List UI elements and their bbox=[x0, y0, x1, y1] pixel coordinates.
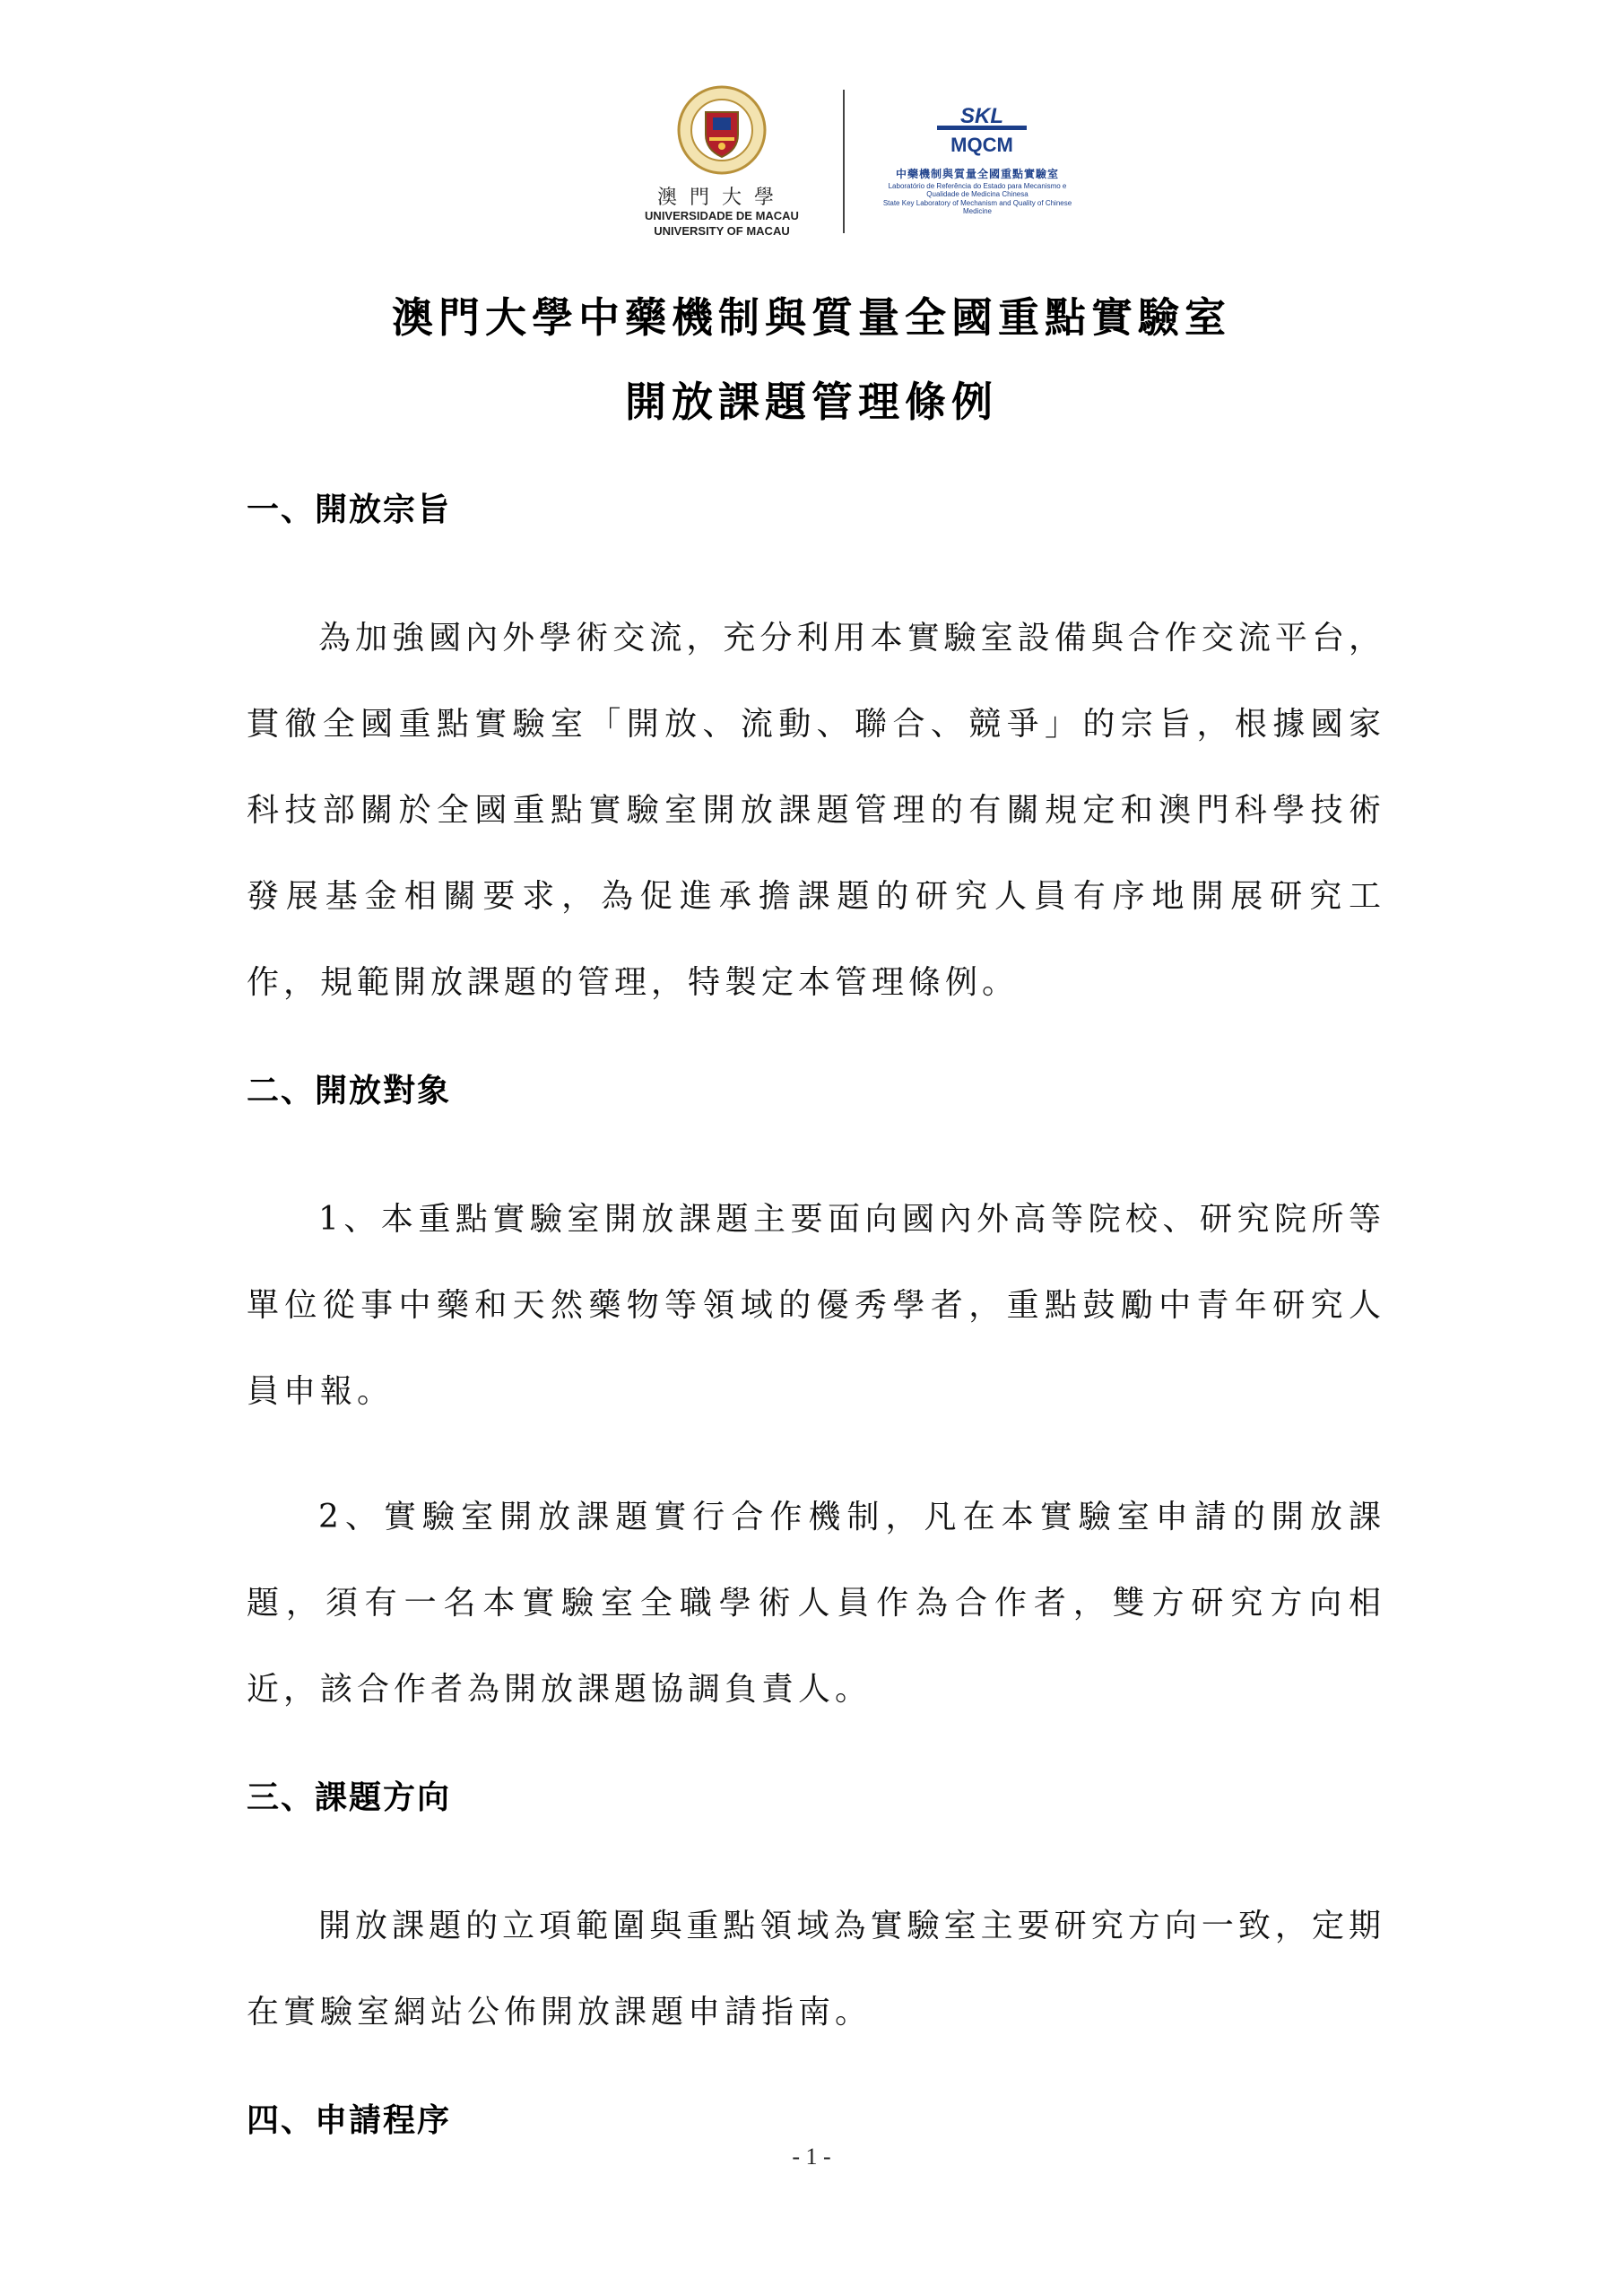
lab-name-en: State Key Laboratory of Mechanism and Quality of Chinese Medicine bbox=[882, 199, 1072, 215]
section-heading: 二、開放對象 bbox=[247, 1072, 452, 1109]
lab-logo bbox=[874, 103, 1081, 220]
section-paragraph: 為加強國內外學術交流，充分利用本實驗室設備與合作交流平台，貫徹全國重點實驗室「開放、流動、聯合、競爭」的宗旨，根據國家科技部關於全國重點實驗室開放課題管理的有關規定和澳門科學技術發展基金相關要求，為促進承擔課題的研究人員有序地開展研究工作，規範開放課題的管理，特製定本管理條例。 bbox=[247, 620, 1385, 1001]
university-name-en: UNIVERSITY OF MACAU bbox=[654, 224, 790, 238]
logo-divider bbox=[843, 90, 845, 233]
lab-name-pt: Laboratório de Referência do Estado para Mecanismo e Qualidade de Medicina Chinesa bbox=[888, 182, 1067, 198]
lab-name-cn: 中藥機制與質量全國重點實驗室 bbox=[895, 168, 1059, 180]
lab-mark-bottom: MQCM bbox=[950, 134, 1013, 156]
lab-mark-top: SKL bbox=[960, 104, 1003, 128]
university-name-pt: UNIVERSIDADE DE MACAU bbox=[645, 209, 799, 222]
section-heading: 三、課題方向 bbox=[247, 1779, 452, 1816]
document-subtitle: 開放課題管理條例 bbox=[625, 378, 998, 426]
section-paragraph: 開放課題的立項範圍與重點領域為實驗室主要研究方向一致，定期在實驗室網站公佈開放課題申請指南。 bbox=[247, 1908, 1385, 2031]
header-logos bbox=[0, 85, 1623, 247]
skl-mqcm-mark-icon bbox=[937, 103, 1027, 157]
section-heading: 四、申請程序 bbox=[247, 2101, 452, 2139]
document-body bbox=[247, 484, 1385, 2149]
university-crest-icon bbox=[677, 85, 767, 175]
university-name-cn: 澳門大學 bbox=[656, 187, 786, 209]
document-title: 澳門大學中藥機制與質量全國重點實驗室 bbox=[392, 293, 1231, 342]
section-paragraph: 2、實驗室開放課題實行合作機制，凡在本實驗室申請的開放課題，須有一名本實驗室全職學術人員作為合作者，雙方研究方向相近，該合作者為開放課題協調負責人。 bbox=[247, 1499, 1385, 1708]
university-of-macau-logo bbox=[628, 85, 816, 242]
section-paragraph: 1、本重點實驗室開放課題主要面向國內外高等院校、研究院所等單位從事中藥和天然藥物等領域的優秀學者，重點鼓勵中青年研究人員申報。 bbox=[247, 1201, 1385, 1410]
page-number: - 1 - bbox=[792, 2144, 831, 2170]
section-heading: 一、開放宗旨 bbox=[247, 491, 452, 528]
